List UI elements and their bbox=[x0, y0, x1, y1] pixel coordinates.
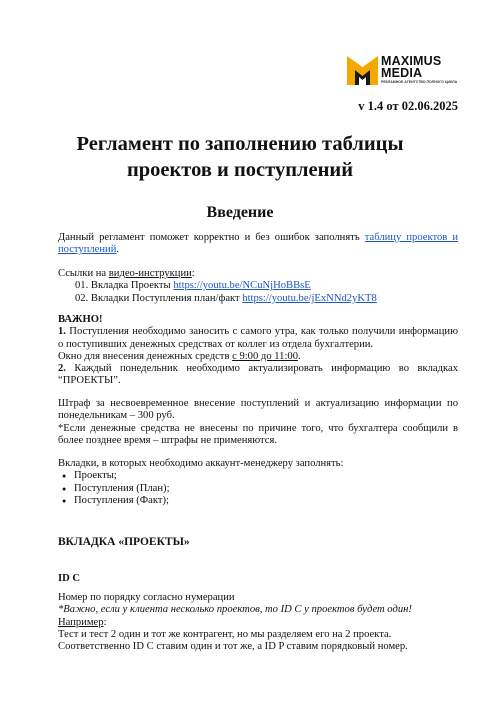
document-title bbox=[0, 131, 480, 183]
video-link-payments[interactable]: https://youtu.be/jExNNd2yKT8 bbox=[242, 292, 377, 304]
logo-tagline: РЕКЛАМНОЕ АГЕНТСТВО ПОЛНОГО ЦИКЛА bbox=[381, 80, 458, 84]
video-item-text: Вкладки Поступления план/факт bbox=[90, 292, 243, 304]
intro-text: Данный регламент поможет корректно и без ошибок заполнять bbox=[58, 232, 365, 243]
point-number: 2. bbox=[58, 363, 66, 375]
tab-list-item: ● Поступления (Факт); bbox=[58, 495, 458, 507]
video-item bbox=[58, 280, 458, 292]
important-point-2 bbox=[58, 363, 458, 388]
company-logo bbox=[347, 56, 457, 86]
title-line-2: проектов и поступлений bbox=[126, 159, 354, 181]
idc-line: Номер по порядку согласно нумерации bbox=[58, 592, 235, 603]
video-item bbox=[58, 293, 458, 305]
fine-text: Штраф за несвоевременное внесение поступлений и актуализацию информации по понедельникам – 300 руб. bbox=[58, 398, 458, 422]
document-version: v 1.4 от 02.06.2025 bbox=[358, 99, 458, 113]
window-prefix: Окно для внесения денежных средств bbox=[58, 350, 233, 362]
idc-example-colon: : bbox=[103, 616, 107, 628]
idc-example-label-line bbox=[58, 617, 458, 629]
logo-line-2: MEDIA bbox=[381, 65, 423, 80]
video-label-prefix: Ссылки на bbox=[58, 268, 109, 279]
window-time: с 9:00 до 11:00 bbox=[232, 350, 298, 362]
video-label-suffix: : bbox=[191, 268, 195, 279]
tabs-block bbox=[58, 458, 458, 507]
tab-list-item: ● Поступления (План); bbox=[58, 483, 458, 495]
idc-example-line: Тест и тест 2 один и тот же контрагент, но мы разделяем его на 2 проекта. bbox=[58, 628, 392, 640]
intro-paragraph bbox=[58, 232, 458, 257]
logo-line-1: MAXIMUS bbox=[381, 54, 442, 68]
tabs-intro: Вкладки, в которых необходимо аккаунт-менеджеру заполнять: bbox=[58, 458, 344, 469]
section-heading: ВКЛАДКА «ПРОЕКТЫ» bbox=[58, 536, 190, 548]
important-block bbox=[58, 314, 458, 388]
video-item-text: Вкладка Проекты bbox=[90, 280, 174, 292]
video-label-link: видео-инструкции bbox=[108, 268, 192, 279]
point-text: Поступления необходимо заносить с самого утра, как только получили информацию о поступивших денежных средствах от коллег из отдела бухгалтерии. bbox=[58, 326, 458, 350]
window-end: . bbox=[298, 350, 301, 362]
idc-content bbox=[58, 592, 458, 653]
intro-end: . bbox=[116, 244, 120, 256]
idc-note: *Важно, если у клиента несколько проектов, то ID C у проектов будет один! bbox=[58, 604, 412, 616]
tab-list-item: ● Проекты; bbox=[58, 470, 458, 482]
fine-note: *Если денежные средства не внесены по причине того, что бухгалтера сообщили в более позднее время – штрафы не применяются. bbox=[58, 422, 458, 446]
video-link-projects[interactable]: https://youtu.be/NCuNjHoBBsE bbox=[173, 280, 311, 292]
idc-block bbox=[58, 573, 458, 585]
important-title: ВАЖНО! bbox=[58, 314, 103, 325]
intro-heading: Введение bbox=[206, 204, 274, 221]
video-item-num: 01. bbox=[75, 280, 89, 292]
video-item-num: 02. bbox=[75, 292, 89, 304]
logo-m-icon bbox=[347, 56, 378, 85]
fine-block bbox=[58, 398, 458, 447]
point-number: 1. bbox=[58, 326, 66, 338]
idc-heading: ID C bbox=[58, 573, 81, 584]
important-point-1 bbox=[58, 326, 458, 351]
idc-example-label: Например bbox=[58, 616, 104, 628]
video-links-label bbox=[58, 268, 458, 280]
table-link[interactable]: таблицу проектов и поступлений bbox=[58, 232, 458, 256]
title-line-1: Регламент по заполнению таблицы bbox=[76, 133, 404, 155]
idc-example-line: Соответственно ID C ставим один и тот же, а ID P ставим порядковый номер. bbox=[58, 641, 408, 653]
payment-window bbox=[58, 351, 458, 363]
video-links-block bbox=[58, 268, 458, 305]
point-text: Каждый понедельник необходимо актуализировать информацию во вкладках “ПРОЕКТЫ”. bbox=[58, 363, 458, 387]
